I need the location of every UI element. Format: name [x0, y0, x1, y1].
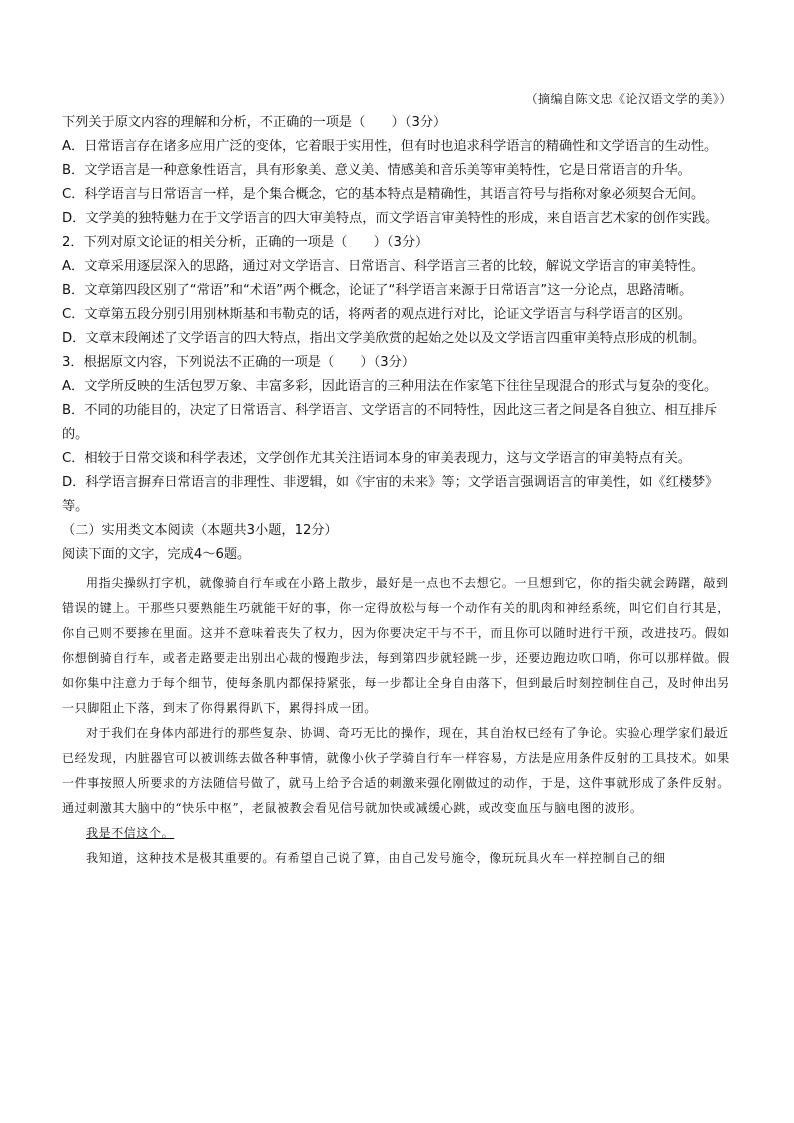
question-stem: 下列关于原文内容的理解和分析，不正确的一项是（ ）（3分）: [62, 115, 447, 130]
option-a: A．文章采用逐层深入的思路，通过对文学语言、日常语言、科学语言三者的比较，解说文学语言的审美特性。: [62, 259, 705, 274]
underlined-sentence: 我是不信这个。: [86, 826, 175, 840]
question-3: [62, 351, 732, 519]
question-2: [62, 231, 732, 351]
passage-paragraph-3: [62, 821, 732, 846]
option-b: B．文章第四段区别了“常语”和“术语”两个概念，论证了“科学语言来源于日常语言”这一分论点，思路清晰。: [62, 283, 693, 298]
reading-passage: [62, 571, 732, 871]
section-instruction: 阅读下面的文字，完成4～6题。: [62, 547, 251, 562]
option-d: D．科学语言摒弃日常语言的非理性、非逻辑，如《宇宙的未来》等；文学语言强调语言的审美性，如《红楼梦》等。: [62, 475, 719, 514]
question-stem: 3．根据原文内容，下列说法不正确的一项是（ ）（3分）: [62, 355, 416, 370]
option-d: D．文学美的独特魅力在于文学语言的四大审美特点，而文学语言审美特性的形成，来自语言艺术家的创作实践。: [62, 211, 719, 226]
option-b: B．文学语言是一种意象性语言，具有形象美、意义美、情感美和音乐美等审美特性，它是日常语言的升华。: [62, 163, 691, 178]
passage-paragraph-1: 用指尖操纵打字机，就像骑自行车或在小路上散步，最好是一点也不去想它。一旦想到它，你的指尖就会踌躇，敲到错误的键上。干那些只要熟能生巧就能干好的事，你一定得放松与每一个动作有关的肌肉和神经系统，叫它们自行其是，你自己则不要掺在里面。这并不意味着丧失了权力，因为你要决定干与不干，而且你可以随时进行干预，改进技巧。假如你想倒骑自行车，或者走路要走出别出心裁的慢跑步法，每到第四步就轻跳一步，还要边跑边吹口哨，你可以那样做。假如你集中注意力于每个细节，使每条肌内都保持紧张，每一步都让全身自由落下，但到最后时刻控制住自己，及时伸出另一只脚阻止下落，到末了你得累得趴下，累得抖成一团。: [62, 576, 730, 715]
option-d: D．文章末段阐述了文学语言的四大特点，指出文学美欣赏的起始之处以及文学语言四重审美特点形成的机制。: [62, 331, 706, 346]
question-1: [62, 111, 732, 231]
option-c: C．相较于日常交谈和科学表述，文学创作尤其关注语词本身的审美表现力，这与文学语言的审美特点有关。: [62, 451, 692, 466]
passage-paragraph-4: 我知道，这种技术是极其重要的。有希望自己说了算，由自己发号施令，像玩玩具火车一样控制自己的细: [86, 851, 666, 865]
passage-paragraph-2: 对于我们在身体内部进行的那些复杂、协调、奇巧无比的操作，现在，其自治权已经有了争论。实验心理学家们最近已经发现，内脏器官可以被训练去做各种事情，就像小伙子学骑自行车一样容易，方法是应用条件反射的工具技术。如果一件事按照人所要求的方法随信号做了，就马上给予合适的刺激来强化刚做过的动作，于是，这件事就形成了条件反射。通过刺激其大脑中的“快乐中枢”，老鼠被教会看见信号就加快或减缓心跳，或改变血压与脑电图的波形。: [62, 726, 730, 815]
section-heading: （二）实用类文本阅读（本题共3小题，12分）: [62, 523, 338, 538]
option-a: A．日常语言存在诸多应用广泛的变体，它着眼于实用性，但有时也追求科学语言的精确性和文学语言的生动性。: [62, 139, 718, 154]
option-c: C．科学语言与日常语言一样，是个集合概念，它的基本特点是精确性，其语言符号与指称对象必须契合无间。: [62, 187, 705, 202]
option-c: C．文章第五段分别引用别林斯基和韦勒克的话，将两者的观点进行对比，论证文学语言与科学语言的区别。: [62, 307, 692, 322]
source-citation: （摘编自陈文忠《论汉语文学的美》）: [525, 92, 732, 106]
option-b: B．不同的功能目的，决定了日常语言、科学语言、文学语言的不同特性，因此这三者之间是各自独立、相互排斥的。: [62, 403, 718, 442]
question-stem: 2．下列对原文论证的相关分析，正确的一项是（ ）（3分）: [62, 235, 429, 250]
option-a: A．文学所反映的生活包罗万象、丰富多彩，因此语言的三种用法在作家笔下往往呈现混合的形式与复杂的变化。: [62, 379, 718, 394]
